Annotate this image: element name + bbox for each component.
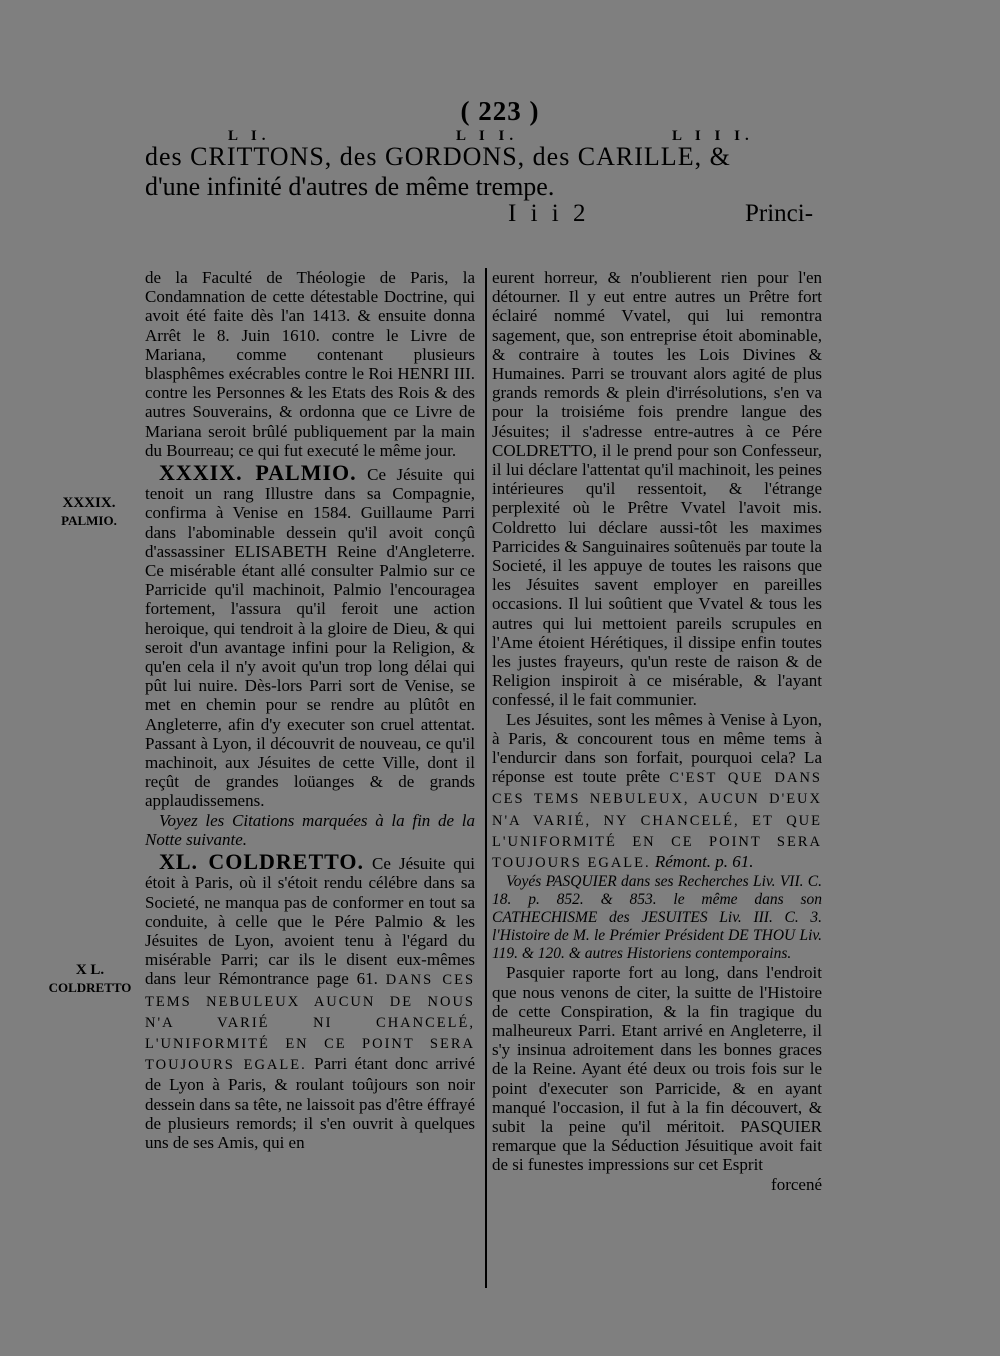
section-heading-coldretto: XL. COLDRETTO. (159, 849, 365, 875)
margin-note-xl-number: X L. (75, 962, 105, 978)
right-paragraph-2-end: Rémont. p. 61. (650, 852, 754, 872)
margin-note-xl (40, 962, 140, 996)
left-paragraph-4 (145, 849, 476, 1152)
left-column (145, 268, 475, 1152)
left-paragraph-4-text: Ce Jésuite qui étoit à Paris, où il s'étoit rendu célébre dans sa Societé, ne manqua pas de conformer en tout sa conduite, à celle que le Pére Palmio & les Jésuites de Lyon, avoient tenu à l'égard du misérable Parri; car ils le disent eux-mêmes dans leur Rémontrance page 61. (145, 854, 475, 989)
right-paragraph-2-caps: C'EST QUE DANS CES TEMS NEBULEUX, AUCUN D'EUX N'A VARIÉ, NY CHANCELÉ, ET QUE L'UNIFORMITÉ EN CE POINT SERA TOUJOURS EGALE. (492, 770, 822, 872)
right-paragraph-2-text: Les Jésuites, sont les mêmes à Venise à Lyon, à Paris, & concourent tous en même tems à l'endurcir dans son forfait, pourquoi cela? La réponse est toute prête (492, 709, 822, 787)
margin-note-xl-name: COLDRETTO (48, 980, 132, 995)
margin-note-xxxix-name: PALMIO. (61, 513, 117, 528)
column-divider (485, 268, 487, 1288)
section-heading-palmio: XXXIX. PALMIO. (159, 460, 357, 486)
right-catchword: forcené (771, 1174, 822, 1194)
margin-note-xxxix (44, 495, 134, 529)
left-paragraph-2 (145, 460, 475, 811)
left-paragraph-4-end: Parri étant donc arrivé de Lyon à Paris, & roulant toûjours son noir dessein dans sa tête, ne laissoit pas d'être éffrayé de plusieurs remords; il s'en ouvrit à quelques uns de ses Amis, qui en (145, 1054, 476, 1152)
right-column (492, 268, 822, 1194)
right-paragraph-2 (492, 710, 822, 874)
margin-note-xxxix-number: XXXIX. (62, 495, 116, 511)
header-line-2: d'une infinité d'autres de même trempe. (145, 172, 555, 201)
right-paragraph-4: Pasquier raporte fort au long, dans l'endroit que nous venons de citer, la suitte de l'Histoire de cette Conspiration, & la fin tragique du malheureux Parri. Etant arrivé en Angleterre, il s'y insinua adroitement dans les bonnes graces de la Reine. Ayant été deux ou trois fois sur le point d'executer son Parricide, & en ayant manqué l'occasion, il fut à la fin découvert, & subit la peine qu'il méritoit. PASQUIER remarque que la Séduction Jésuitique avoit fait de si funestes impressions sur cet Esprit (492, 963, 822, 1175)
left-paragraph-1: de la Faculté de Théologie de Paris, la Condamnation de cette détestable Doctrine, qui avoit été faite dès l'an 1413. & ensuite donna Arrêt le 8. Juin 1610. contre le Livre de Mariana, comme contenant plusieurs blasphêmes exécrables contre le Roi HENRI III. contre les Personnes & les Etats des Rois & des autres Souverains, & ordonna que ce Livre de Mariana seroit brûlé publiquement par la main du Bourreau; ce qui fut executé le même jour. (145, 268, 475, 460)
header-catchword: Princi- (745, 200, 814, 227)
left-paragraph-3: Voyez les Citations marquées à la fin de la Notte suivante. (145, 810, 475, 849)
right-paragraph-3: Voyés PASQUIER dans ses Recherches Liv. VII. C. 18. p. 852. & 853. le même dans son CATHECHISME des JESUITES Liv. III. C. 3. l'Histoire de M. le Prémier Président DE THOU Liv. 119. & 120. & autres Historiens contemporains. (492, 873, 822, 963)
roman-mark-3: L I I I. (672, 128, 754, 144)
roman-mark-2: L I I. (456, 128, 519, 144)
signature-mark: I i i 2 (508, 200, 590, 227)
left-paragraph-4-caps: DANS CES TEMS NEBULEUX AUCUN DE NOUS N'A VARIÉ NI CHANCELÉ, L'UNIFORMITÉ EN CE POINT SERA TOUJOURS EGALE. (145, 972, 476, 1074)
header-line-1: des CRITTONS, des GORDONS, des CARILLE, & (145, 142, 731, 171)
page-number: ( 223 ) (460, 96, 540, 126)
right-paragraph-1: eurent horreur, & n'oublierent rien pour l'en détourner. Il y eut entre autres un Prêtre fort éclairé nommé Vvatel, qui lui remontra sagement, que, son entreprise étoit abominable, & contraire à toutes les Lois Divines & Humaines. Parri se trouvant alors agité de plus grands remords & plein d'irrésolutions, s'en va pour la troisiéme fois prendre langue des Jésuites; il s'adresse entre-autres à ce Pére COLDRETTO, il le prend pour son Confesseur, il lui déclare l'attentat qu'il machinoit, les peines intérieures qu'il ressentoit, & l'étrange perplexité où le Prêtre Vvatel l'avoit mis. Coldretto lui déclare aussi-tôt les maximes Parricides & Sanguinaires soûtenuës par toute la Societé, il les appuye de toutes les raisons que les Jésuites savent employer en pareilles occasions. Il lui soûtient que Vvatel & tous les autres qui lui mettoient pareils scrupules en l'Ame étoient Hérétiques, il dissipe enfin toutes les justes frayeurs, qu'un reste de raison & de Religion inspiroit à ce misérable, & l'ayant confessé, il le fait communier. (492, 268, 822, 710)
roman-mark-1: L I. (228, 128, 271, 144)
left-paragraph-2-text: Ce Jésuite qui tenoit un rang Illustre dans sa Compagnie, confirma à Venise en 1584. Guillaume Parri dans l'abominable dessein qu'il avoit conçû d'assassiner ELISABETH Reine d'Angleterre. Ce misérable étant allé consulter Palmio sur ce Parricide qu'il machinoit, Palmio l'encouragea fortement, l'assura qu'il feroit une action heroique, qui tendroit à la gloire de Dieu, & qui seroit d'un avantage infini pour la Religion, & qu'en cela il n'y avoit qu'un trop long délai qui pût lui nuire. Dès-lors Parri sort de Venise, se met en chemin pour se rendre au plûtôt en Angleterre, afin d'y executer son cruel attentat. Passant à Lyon, il découvrit de nouveau, ce qu'il machinoit, aux Jésuites de cette Ville, dont il reçût de grandes loüanges & de grands applaudissemens. (145, 465, 475, 811)
